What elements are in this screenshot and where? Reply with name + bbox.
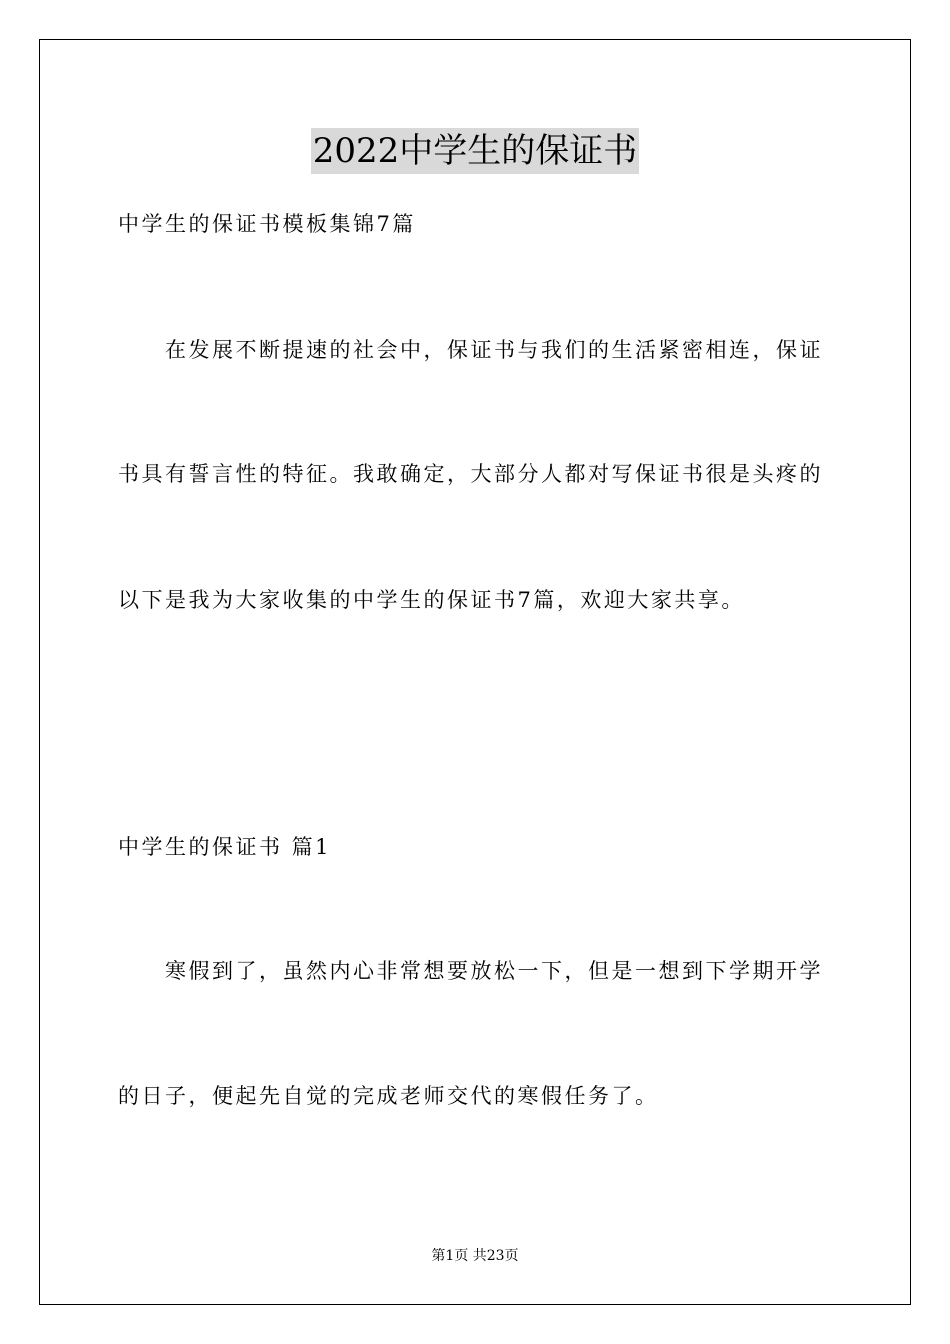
- intro-line-1: 在发展不断提速的社会中，保证书与我们的生活紧密相连，保证: [165, 338, 823, 362]
- document-subtitle: 中学生的保证书模板集锦7篇: [118, 212, 416, 236]
- page-footer: 第1页 共23页: [431, 1248, 519, 1264]
- intro-line-2: 书具有誓言性的特征。我敢确定，大部分人都对写保证书很是头疼的: [118, 462, 823, 486]
- title-container: [0, 128, 950, 174]
- section-line-1: 寒假到了，虽然内心非常想要放松一下，但是一想到下学期开学: [165, 959, 823, 983]
- section-line-2: 的日子，便起先自觉的完成老师交代的寒假任务了。: [118, 1084, 659, 1108]
- document-title: 2022中学生的保证书: [311, 128, 640, 174]
- intro-line-3: 以下是我为大家收集的中学生的保证书7篇，欢迎大家共享。: [118, 588, 745, 612]
- section-heading: 中学生的保证书 篇1: [118, 835, 332, 859]
